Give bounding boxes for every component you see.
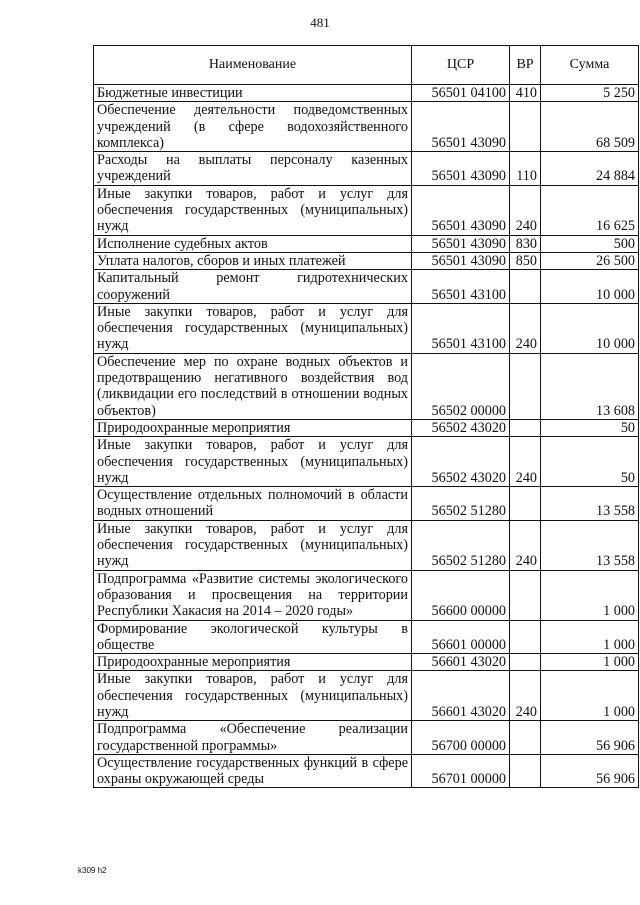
- cell-vr: [510, 487, 541, 521]
- cell-name: Иные закупки товаров, работ и услуг для обеспечения государственных (муниципальных) нужд: [94, 520, 412, 570]
- header-csr: ЦСР: [412, 46, 510, 85]
- cell-sum: 13 558: [541, 520, 639, 570]
- cell-sum: 50: [541, 419, 639, 436]
- cell-vr: [510, 102, 541, 152]
- cell-vr: 240: [510, 437, 541, 487]
- cell-name: Природоохранные мероприятия: [94, 419, 412, 436]
- cell-sum: 10 000: [541, 270, 639, 304]
- cell-csr: 56502 51280: [412, 520, 510, 570]
- cell-vr: 110: [510, 152, 541, 186]
- cell-sum: 16 625: [541, 185, 639, 235]
- cell-csr: 56502 43020: [412, 419, 510, 436]
- cell-name: Обеспечение мер по охране водных объектов и предотвращению негативного воздействия вод (ликвидации его последствий в отношении водных объектов): [94, 353, 412, 419]
- table-row: [94, 754, 639, 788]
- cell-csr: 56700 00000: [412, 721, 510, 755]
- cell-sum: 56 906: [541, 721, 639, 755]
- table-row: [94, 353, 639, 419]
- table-body: [94, 85, 639, 788]
- table-header-row: [94, 46, 639, 85]
- cell-vr: 410: [510, 85, 541, 102]
- table-row: [94, 102, 639, 152]
- cell-vr: [510, 270, 541, 304]
- cell-sum: 13 608: [541, 353, 639, 419]
- cell-name: Осуществление государственных функций в сфере охраны окружающей среды: [94, 754, 412, 788]
- cell-sum: 56 906: [541, 754, 639, 788]
- table-row: [94, 303, 639, 353]
- cell-vr: [510, 754, 541, 788]
- cell-name: Бюджетные инвестиции: [94, 85, 412, 102]
- cell-vr: [510, 721, 541, 755]
- cell-sum: 13 558: [541, 487, 639, 521]
- cell-name: Расходы на выплаты персоналу казенных учреждений: [94, 152, 412, 186]
- cell-sum: 26 500: [541, 252, 639, 269]
- cell-csr: 56502 00000: [412, 353, 510, 419]
- cell-csr: 56501 43090: [412, 252, 510, 269]
- cell-sum: 10 000: [541, 303, 639, 353]
- cell-csr: 56501 04100: [412, 85, 510, 102]
- cell-sum: 5 250: [541, 85, 639, 102]
- cell-name: Иные закупки товаров, работ и услуг для обеспечения государственных (муниципальных) нужд: [94, 437, 412, 487]
- table-row: [94, 721, 639, 755]
- cell-name: Осуществление отдельных полномочий в области водных отношений: [94, 487, 412, 521]
- table-row: [94, 654, 639, 671]
- header-name: Наименование: [94, 46, 412, 85]
- table-row: [94, 437, 639, 487]
- cell-csr: 56601 43020: [412, 671, 510, 721]
- cell-csr: 56701 00000: [412, 754, 510, 788]
- cell-vr: [510, 620, 541, 654]
- cell-sum: 500: [541, 235, 639, 252]
- cell-csr: 56501 43090: [412, 102, 510, 152]
- cell-sum: 1 000: [541, 620, 639, 654]
- cell-name: Капитальный ремонт гидротехнических сооружений: [94, 270, 412, 304]
- budget-table: [93, 45, 639, 788]
- cell-sum: 1 000: [541, 570, 639, 620]
- table-row: [94, 671, 639, 721]
- header-vr: ВР: [510, 46, 541, 85]
- cell-csr: 56601 43020: [412, 654, 510, 671]
- table-row: [94, 570, 639, 620]
- cell-vr: [510, 654, 541, 671]
- cell-name: Формирование экологической культуры в обществе: [94, 620, 412, 654]
- cell-sum: 1 000: [541, 671, 639, 721]
- cell-csr: 56501 43090: [412, 185, 510, 235]
- table-row: [94, 185, 639, 235]
- cell-name: Обеспечение деятельности подведомственных учреждений (в сфере водохозяйственного комплекса): [94, 102, 412, 152]
- cell-name: Иные закупки товаров, работ и услуг для обеспечения государственных (муниципальных) нужд: [94, 671, 412, 721]
- table-row: [94, 419, 639, 436]
- table-row: [94, 235, 639, 252]
- table-row: [94, 270, 639, 304]
- page-number: 481: [310, 15, 330, 30]
- cell-name: Подпрограмма «Развитие системы экологического образования и просвещения на территории Республики Хакасия на 2014 – 2020 годы»: [94, 570, 412, 620]
- cell-csr: 56502 43020: [412, 437, 510, 487]
- table-row: [94, 152, 639, 186]
- cell-sum: 68 509: [541, 102, 639, 152]
- cell-sum: 24 884: [541, 152, 639, 186]
- table-row: [94, 85, 639, 102]
- cell-csr: 56600 00000: [412, 570, 510, 620]
- footer-code: k309 h2: [78, 866, 107, 875]
- header-sum: Сумма: [541, 46, 639, 85]
- cell-csr: 56501 43090: [412, 235, 510, 252]
- cell-vr: [510, 419, 541, 436]
- cell-vr: [510, 570, 541, 620]
- cell-name: Природоохранные мероприятия: [94, 654, 412, 671]
- cell-vr: 240: [510, 185, 541, 235]
- cell-name: Исполнение судебных актов: [94, 235, 412, 252]
- cell-name: Уплата налогов, сборов и иных платежей: [94, 252, 412, 269]
- cell-vr: 240: [510, 303, 541, 353]
- cell-sum: 1 000: [541, 654, 639, 671]
- table-row: [94, 252, 639, 269]
- cell-name: Иные закупки товаров, работ и услуг для обеспечения государственных (муниципальных) нужд: [94, 303, 412, 353]
- table-row: [94, 487, 639, 521]
- cell-vr: [510, 353, 541, 419]
- cell-vr: 240: [510, 671, 541, 721]
- cell-csr: 56601 00000: [412, 620, 510, 654]
- cell-csr: 56501 43100: [412, 270, 510, 304]
- cell-sum: 50: [541, 437, 639, 487]
- cell-name: Иные закупки товаров, работ и услуг для обеспечения государственных (муниципальных) нужд: [94, 185, 412, 235]
- table-row: [94, 520, 639, 570]
- cell-name: Подпрограмма «Обеспечение реализации государственной программы»: [94, 721, 412, 755]
- cell-vr: 850: [510, 252, 541, 269]
- table-row: [94, 620, 639, 654]
- cell-csr: 56501 43100: [412, 303, 510, 353]
- cell-vr: 240: [510, 520, 541, 570]
- cell-csr: 56501 43090: [412, 152, 510, 186]
- cell-csr: 56502 51280: [412, 487, 510, 521]
- cell-vr: 830: [510, 235, 541, 252]
